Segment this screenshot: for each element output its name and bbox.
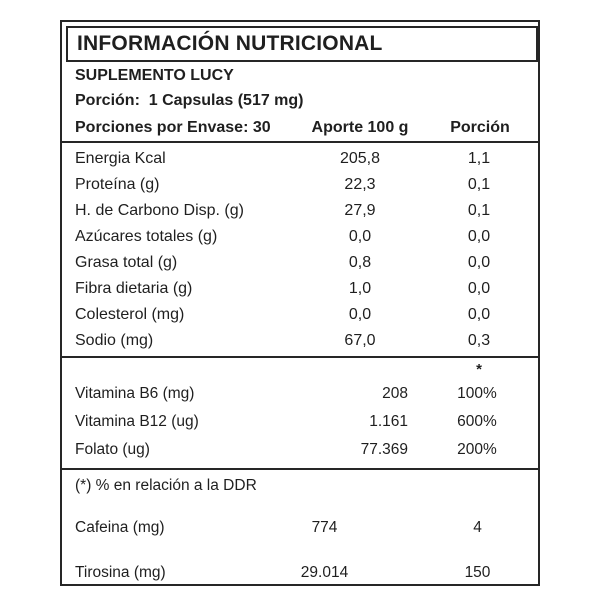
nutrient-name: H. de Carbono Disp. (g) (75, 202, 244, 219)
asterisk-marker: * (476, 361, 482, 378)
table-row (62, 250, 538, 276)
column-header-row (62, 112, 538, 137)
value-per-portion: 150 (464, 564, 491, 581)
value-per-100g: 1,0 (348, 280, 372, 297)
value-per-portion: 600% (457, 413, 497, 430)
value-per-portion: 0,3 (467, 332, 491, 349)
servings-per-container: Porciones por Envase: 30 (75, 119, 271, 136)
nutrient-name: Vitamina B12 (ug) (75, 413, 199, 430)
macronutrients-section (62, 143, 538, 358)
table-row (62, 514, 538, 542)
value-per-100g: 29.014 (300, 564, 349, 581)
ddr-footnote: (*) % en relación a la DDR (75, 477, 257, 494)
column-header-per-100g: Aporte 100 g (311, 119, 409, 136)
value-per-100g: 1.161 (369, 413, 408, 430)
value-per-100g: 205,8 (339, 150, 381, 167)
table-row (62, 276, 538, 302)
table-row (62, 408, 538, 436)
value-per-portion: 200% (457, 441, 497, 458)
nutrition-label (60, 20, 540, 586)
value-per-portion: 0,0 (467, 280, 491, 297)
footer-section (62, 470, 538, 586)
value-per-portion: 1,1 (467, 150, 491, 167)
nutrient-name: Folato (ug) (75, 441, 150, 458)
label-title: INFORMACIÓN NUTRICIONAL (66, 26, 538, 62)
nutrient-name: Vitamina B6 (mg) (75, 385, 195, 402)
value-per-portion: 0,0 (467, 254, 491, 271)
table-row (62, 328, 538, 354)
nutrient-name: Cafeina (mg) (75, 519, 165, 536)
table-row (62, 436, 538, 464)
value-per-100g: 0,8 (348, 254, 372, 271)
value-per-portion: 0,1 (467, 176, 491, 193)
value-per-portion: 0,0 (467, 228, 491, 245)
table-row (62, 559, 538, 586)
value-per-100g: 208 (382, 385, 408, 402)
value-per-portion: 0,1 (467, 202, 491, 219)
table-row (62, 146, 538, 172)
nutrient-name: Grasa total (g) (75, 254, 178, 271)
nutrient-name: Tirosina (mg) (75, 564, 166, 581)
value-per-portion: 0,0 (467, 306, 491, 323)
value-per-100g: 22,3 (344, 176, 376, 193)
table-row (62, 380, 538, 408)
value-per-100g: 0,0 (348, 306, 372, 323)
nutrient-name: Sodio (mg) (75, 332, 154, 349)
value-per-100g: 67,0 (344, 332, 376, 349)
label-subheader (62, 62, 538, 143)
value-per-100g: 774 (311, 519, 338, 536)
table-row (62, 172, 538, 198)
nutrient-name: Energia Kcal (75, 150, 166, 167)
nutrient-name: Proteína (g) (75, 176, 160, 193)
table-row (62, 198, 538, 224)
supplement-name: SUPLEMENTO LUCY (75, 67, 234, 84)
value-per-portion: 100% (457, 385, 497, 402)
value-per-portion: 4 (473, 519, 482, 536)
column-header-portion: Porción (450, 119, 510, 136)
nutrient-name: Colesterol (mg) (75, 306, 185, 323)
value-per-100g: 77.369 (360, 441, 408, 458)
portion-size-line: Porción: 1 Capsulas (517 mg) (75, 92, 304, 109)
asterisk-row (62, 358, 538, 380)
nutrient-name: Fibra dietaria (g) (75, 280, 193, 297)
value-per-100g: 0,0 (348, 228, 372, 245)
value-per-100g: 27,9 (344, 202, 376, 219)
nutrient-name: Azúcares totales (g) (75, 228, 218, 245)
vitamins-section (62, 358, 538, 470)
table-row (62, 224, 538, 250)
table-row (62, 302, 538, 328)
